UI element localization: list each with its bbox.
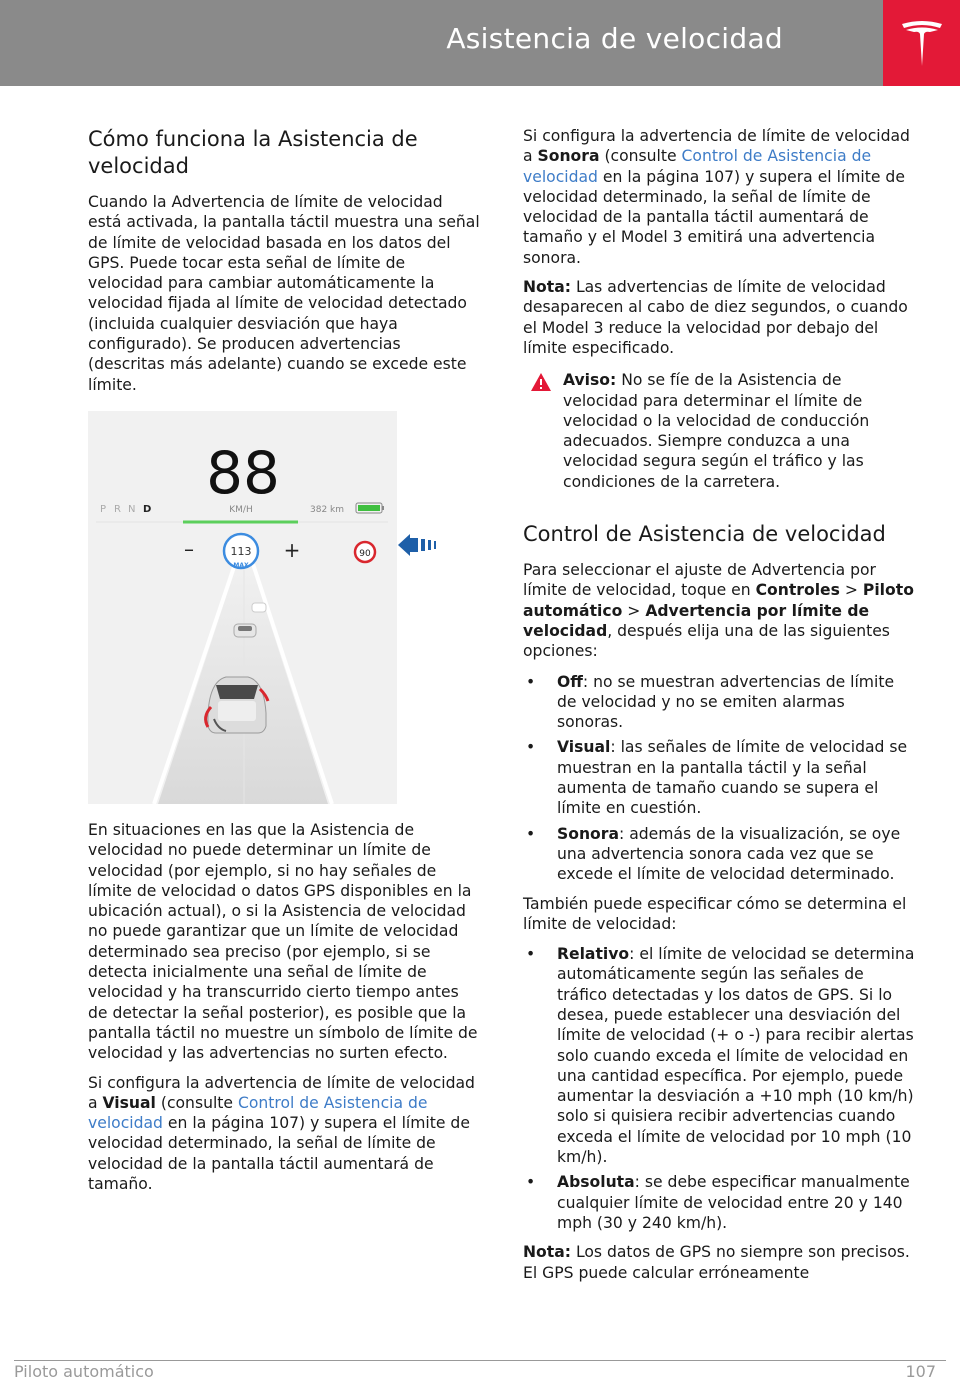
speed-unit: KM/H <box>229 504 253 515</box>
paragraph-select-setting: Para seleccionar el ajuste de Advertencia por límite de velocidad, toque en Controles > Piloto automático > Advertencia por límite de velocidad, después elija una de las siguientes opciones: <box>523 561 914 661</box>
link-control-asistencia-2[interactable]: Control de Asistencia de velocidad <box>523 147 872 186</box>
list-item: • Relativo: el límite de velocidad se determina automáticamente según las señales de tráfico detectadas y los datos de GPS. Si lo desea, puede establecer una desviación del límite de velocidad (+ o -) para recibir alertas solo cuando exceda el límite de velocidad en una cantidad específica. Por ejemplo, puede aumentar la desviación a +10 mph (10 km/h) solo si quisiera recibir advertencias cuando exceda el límite de velocidad por 10 mph (10 km/h). <box>523 944 915 1167</box>
footer-divider <box>14 1360 946 1361</box>
gear-n: N <box>128 503 136 515</box>
gear-r: R <box>114 503 121 515</box>
tesla-logo-box <box>883 0 960 86</box>
right-column <box>523 126 915 1283</box>
paragraph-limitations: En situaciones en las que la Asistencia de velocidad no puede determinar un límite de velocidad (por ejemplo, si no hay señales de límite de velocidad o datos GPS disponibles en la ubicación actual), o si la Asistencia de velocidad no puede garantizar que un límite de velocidad determinado sea preciso (por ejemplo, si se detecta inicialmente una señal de límite de velocidad y ha transcurrido cierto tiempo antes de detectar la señal posterior), es posible que la pantalla táctil no muestre un símbolo de límite de velocidad y las advertencias no surten efecto. <box>88 820 478 1063</box>
term-visual: Visual <box>102 1093 156 1112</box>
arrow-callout-icon <box>398 534 440 556</box>
warning-block <box>523 370 915 492</box>
note-label: Nota: <box>523 278 571 297</box>
section-heading-control: Control de Asistencia de velocidad <box>523 522 886 547</box>
paragraph-determine-limit: También puede especificar cómo se determina el límite de velocidad: <box>523 894 907 933</box>
lead-vehicle-near <box>234 624 256 637</box>
warning-text: Aviso: No se fíe de la Asistencia de velocidad para determinar el límite de velocidad o la velocidad de conducción adecuados. Siempre conduzca a una velocidad segura según el tráfico y las condiciones de la carretera. <box>563 371 870 491</box>
paragraph-sonora: Si configura la advertencia de límite de velocidad a Sonora (consulte Control de Asistencia de velocidad en la página 107) y supera el límite de velocidad determinado, la señal de límite de velocidad de la pantalla táctil aumentará de tamaño y el Model 3 emitirá una advertencia sonora. <box>523 127 910 267</box>
touchscreen-illustration <box>88 411 397 804</box>
gear-p: P <box>100 503 107 515</box>
page-number: 107 <box>905 1362 936 1381</box>
note-warnings-disappear: Nota: Las advertencias de límite de velocidad desaparecen al cabo de diez segundos, o cuando el Model 3 reduce la velocidad por debajo del límite especificado. <box>523 278 908 357</box>
touchscreen-figure <box>88 411 397 804</box>
lead-vehicle-far <box>252 603 266 612</box>
note-gps: Nota: Los datos de GPS no siempre son precisos. El GPS puede calcular erróneamente <box>523 1243 910 1282</box>
paragraph-intro: Cuando la Advertencia de límite de velocidad está activada, la pantalla táctil muestra una señal de límite de velocidad basada en los datos del GPS. Puede tocar esta señal de límite de velocidad para cambiar automáticamente la velocidad fijada al límite de velocidad detectado (incluida cualquier desviación que haya configurado). Se producen advertencias (descritas más adelante) cuando se excede este límite. <box>88 193 480 394</box>
ego-vehicle <box>208 677 266 733</box>
speed-readout: 88 <box>206 438 280 507</box>
plus-button[interactable]: + <box>283 537 301 562</box>
limit-mode-list <box>523 944 915 1233</box>
page-title: Asistencia de velocidad <box>446 22 783 55</box>
gear-d: D <box>143 503 152 515</box>
left-column <box>88 126 480 1194</box>
footer-section: Piloto automático <box>14 1362 154 1381</box>
term-sonora: Sonora <box>537 147 600 166</box>
minus-button[interactable]: – <box>184 536 194 561</box>
range-readout: 382 km <box>310 504 345 515</box>
warning-label: Aviso: <box>563 371 617 390</box>
note-label: Nota: <box>523 1243 571 1262</box>
list-item: • Sonora: además de la visualización, se oye una advertencia sonora cada vez que se excede el límite de velocidad determinado. <box>523 824 915 885</box>
warning-options-list <box>523 672 915 885</box>
list-item: • Off: no se muestran advertencias de límite de velocidad y no se emiten alarmas sonoras. <box>523 672 915 733</box>
speed-limit-value: 90 <box>359 548 371 559</box>
link-control-asistencia[interactable]: Control de Asistencia de velocidad <box>88 1093 428 1133</box>
section-heading-how-it-works: Cómo funciona la Asistencia de velocidad <box>88 127 418 178</box>
list-item: • Visual: las señales de límite de velocidad se muestran en la pantalla táctil y la señal aumenta de tamaño cuando se supera el límite en cuestión. <box>523 737 915 818</box>
list-item: • Absoluta: se debe especificar manualmente cualquier límite de velocidad entre 20 y 140 mph (30 y 240 km/h). <box>523 1172 915 1233</box>
warning-triangle-icon <box>530 372 552 392</box>
set-speed-value: 113 <box>230 544 252 558</box>
paragraph-visual: Si configura la advertencia de límite de velocidad a Visual (consulte Control de Asistencia de velocidad en la página 107) y supera el límite de velocidad determinado, la señal de límite de velocidad de la pantalla táctil aumentará de tamaño. <box>88 1073 475 1194</box>
header-bar <box>0 0 883 86</box>
max-label: MAX <box>233 561 249 569</box>
battery-icon <box>356 503 384 513</box>
tesla-logo-icon <box>900 18 944 68</box>
